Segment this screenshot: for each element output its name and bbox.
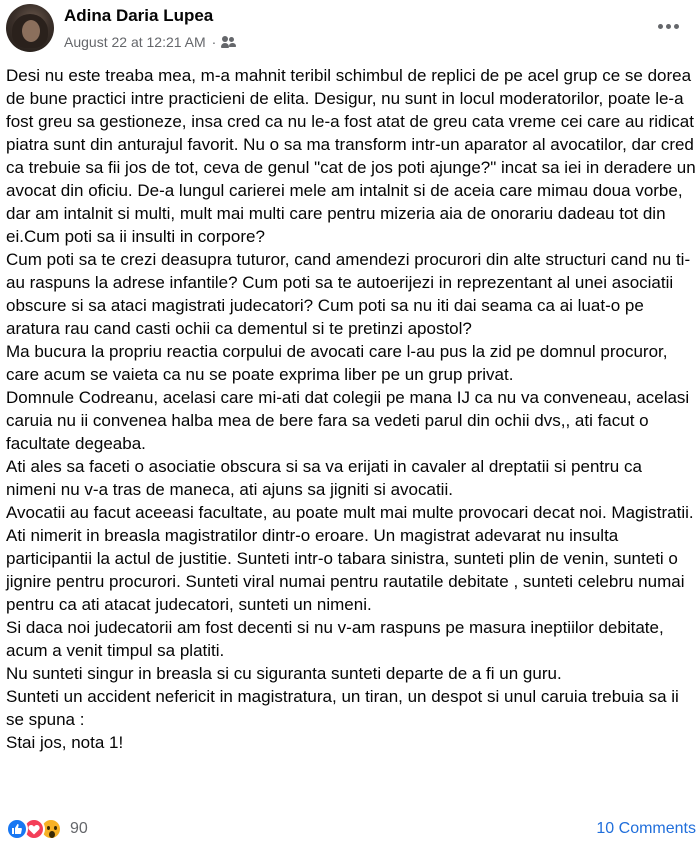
post-meta bbox=[64, 34, 236, 50]
post-paragraph: Nu sunteti singur in breasla si cu siguranta sunteti departe de a fi un guru. bbox=[6, 664, 562, 683]
author-name[interactable]: Adina Daria Lupea bbox=[64, 6, 214, 25]
post-paragraph: Stai jos, nota 1! bbox=[6, 733, 124, 752]
friends-icon[interactable] bbox=[222, 36, 236, 48]
post-paragraph: Desi nu este treaba mea, m-a mahnit teribil schimbul de replici de pe acel grup ce se dorea de bune practici intre practicieni de elita. Desigur, nu sunt in locul moderatorilor, poate le-a fost greu sa gestioneze, insa cred ca nu le-a fost atat de greu cata vreme cei care au ridicat piatra sunt din anturajul favorit. Nu o sa ma transform intr-un aparator al avocatilor, dar cred ca trebuie sa fii jos de tot, ceva de genul "cat de jos poti ajunge?" incat sa iei in deradere un avocat din oficiu. De-a lungul carierei mele am intalnit si de aceia care mimau doua vorbe, dar am intalnit si multi, mult mai multi care pentru mizeria aia de onorariu dadeau tot din ei.Cum poti sa ii insulti in corpore? bbox=[6, 66, 696, 246]
post-timestamp[interactable]: August 22 at 12:21 AM bbox=[64, 34, 206, 50]
reaction-count[interactable]: 90 bbox=[70, 820, 88, 837]
avatar[interactable] bbox=[6, 4, 54, 52]
post-paragraph: Ati ales sa faceti o asociatie obscura si sa va erijati in cavaler al dreptatii si pentru ca nimeni nu v-a tras de maneca, ati ajuns sa jigniti si avocatii. bbox=[6, 457, 642, 499]
post-footer bbox=[0, 816, 700, 846]
comments-link[interactable]: 10 Comments bbox=[596, 820, 696, 837]
post-paragraph: Cum poti sa te crezi deasupra tuturor, cand amendezi procurori din alte structuri cand nu ti-au raspuns la adrese infantile? Cum poti sa te autoerijezi in reprezentant al unei asociatii obscure si sa ataci magistrati judecatori? Cum poti sa nu iti dai seama ca ai luat-o pe aratura rau cand casti ochii ca dementul si te pretinzi apostol? bbox=[6, 250, 691, 338]
post-paragraph: Si daca noi judecatorii am fost decenti si nu v-am raspuns pe masura ineptiilor debitate, acum a venit timpul sa platiti. bbox=[6, 618, 664, 660]
post-paragraph: Domnule Codreanu, acelasi care mi-ati dat colegii pe mana IJ ca nu va conveneau, acelasi caruia nu ii convenea halba mea de bere fara sa vedeti parul din ochii dvs,, ati facut o facultate degeaba. bbox=[6, 388, 690, 453]
avatar-face bbox=[22, 20, 40, 42]
post-body bbox=[6, 64, 696, 754]
post-paragraph: Sunteti un accident nefericit in magistratura, un tiran, un despot si unul caruia trebuia sa ii se spuna : bbox=[6, 687, 679, 729]
post-paragraph: Ma bucura la propriu reactia corpului de avocati care l-au pus la zid pe domnul procuror, care acum se vaieta ca nu se poate exprima liber pe un grup privat. bbox=[6, 342, 668, 384]
more-options-icon[interactable] bbox=[654, 14, 682, 38]
meta-separator: · bbox=[211, 34, 217, 50]
reactions-summary[interactable] bbox=[6, 818, 88, 840]
post-paragraph: Avocatii au facut aceeasi facultate, au poate mult mai multe provocari decat noi. Magistratii. Ati nimerit in breasla magistratilor dintr-o eroare. Un magistrat adevarat nu insulta participantii la actul de justitie. Sunteti intr-o tabara sinistra, sunteti plin de venin, sunteti o jignire pentru procurori. Sunteti viral numai pentru rautatile debitate , sunteti celebru numai pentru ca ati atacat judecatori, sunteti un nimeni. bbox=[6, 503, 694, 614]
like-icon bbox=[6, 818, 28, 840]
post-header bbox=[0, 0, 700, 60]
